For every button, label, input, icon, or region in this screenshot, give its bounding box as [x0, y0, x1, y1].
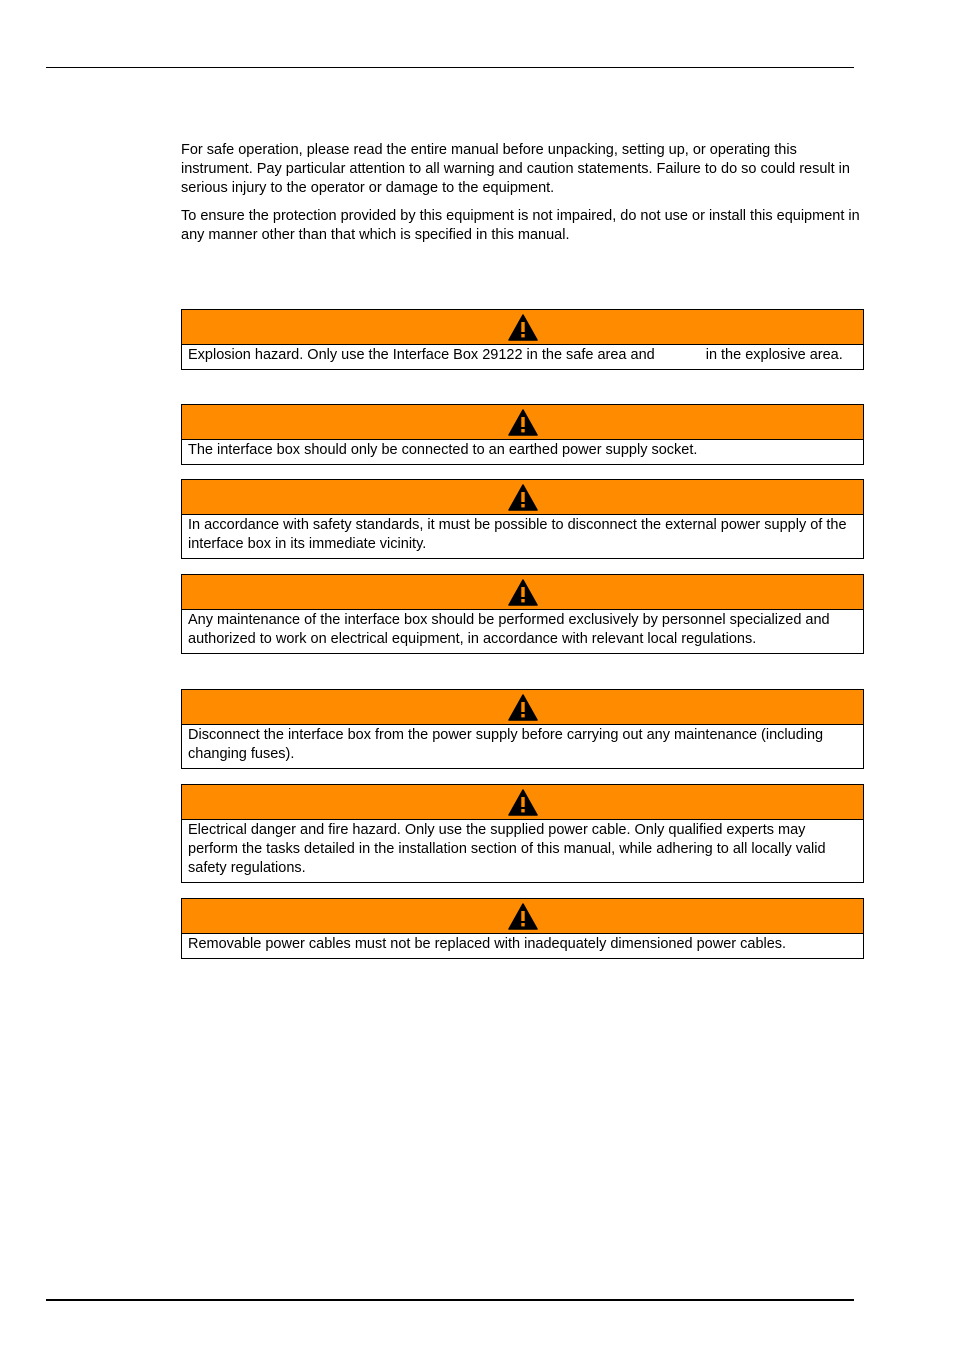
- intro-paragraph-2: To ensure the protection provided by this equipment is not impaired, do not use or install this equipment in any manner other than that which is specified in this manual.: [181, 208, 860, 243]
- warning-text: Any maintenance of the interface box should be performed exclusively by personnel specialized and authorized to work on electrical equipment, in accordance with relevant local regulations.: [188, 612, 830, 647]
- warning-text: The interface box should only be connected to an earthed power supply socket.: [188, 442, 698, 458]
- intro-paragraph-1: For safe operation, please read the entire manual before unpacking, setting up, or operating this instrument. Pay particular attention to all warning and caution statements. Failure to do so could result in serious injury to the operator or damage to the equipment.: [181, 142, 850, 196]
- warning-box: [181, 898, 864, 959]
- warning-triangle-icon: [508, 789, 538, 816]
- warning-box: [181, 404, 864, 465]
- warning-text: Electrical danger and fire hazard. Only use the supplied power cable. Only qualified experts may perform the tasks detailed in the installation section of this manual, while adhering to all locally valid safety regulations.: [188, 822, 826, 876]
- warning-header: [182, 405, 863, 440]
- warning-header: [182, 310, 863, 345]
- warning-header: [182, 899, 863, 934]
- warning-triangle-icon: [508, 579, 538, 606]
- warning-box: [181, 479, 864, 559]
- warning-text: Disconnect the interface box from the power supply before carrying out any maintenance (including changing fuses).: [188, 727, 824, 762]
- footer-rule: [46, 1299, 854, 1301]
- warning-triangle-icon: [508, 694, 538, 721]
- header-rule: [46, 67, 854, 68]
- warning-header: [182, 480, 863, 515]
- warning-header: [182, 575, 863, 610]
- warning-header: [182, 690, 863, 725]
- warning-text: Explosion hazard. Only use the Interface Box 29122 in the safe area and in the explosive area.: [188, 347, 843, 363]
- intro-section: [181, 141, 864, 254]
- warning-box: [181, 574, 864, 654]
- warning-triangle-icon: [508, 484, 538, 511]
- warning-box: [181, 309, 864, 370]
- warning-text: Removable power cables must not be replaced with inadequately dimensioned power cables.: [188, 936, 787, 952]
- warning-box: [181, 689, 864, 769]
- warning-triangle-icon: [508, 409, 538, 436]
- warning-box: [181, 784, 864, 883]
- warning-triangle-icon: [508, 903, 538, 930]
- warning-header: [182, 785, 863, 820]
- warning-triangle-icon: [508, 314, 538, 341]
- warning-text: In accordance with safety standards, it must be possible to disconnect the external power supply of the interface box in its immediate vicinity.: [188, 517, 847, 552]
